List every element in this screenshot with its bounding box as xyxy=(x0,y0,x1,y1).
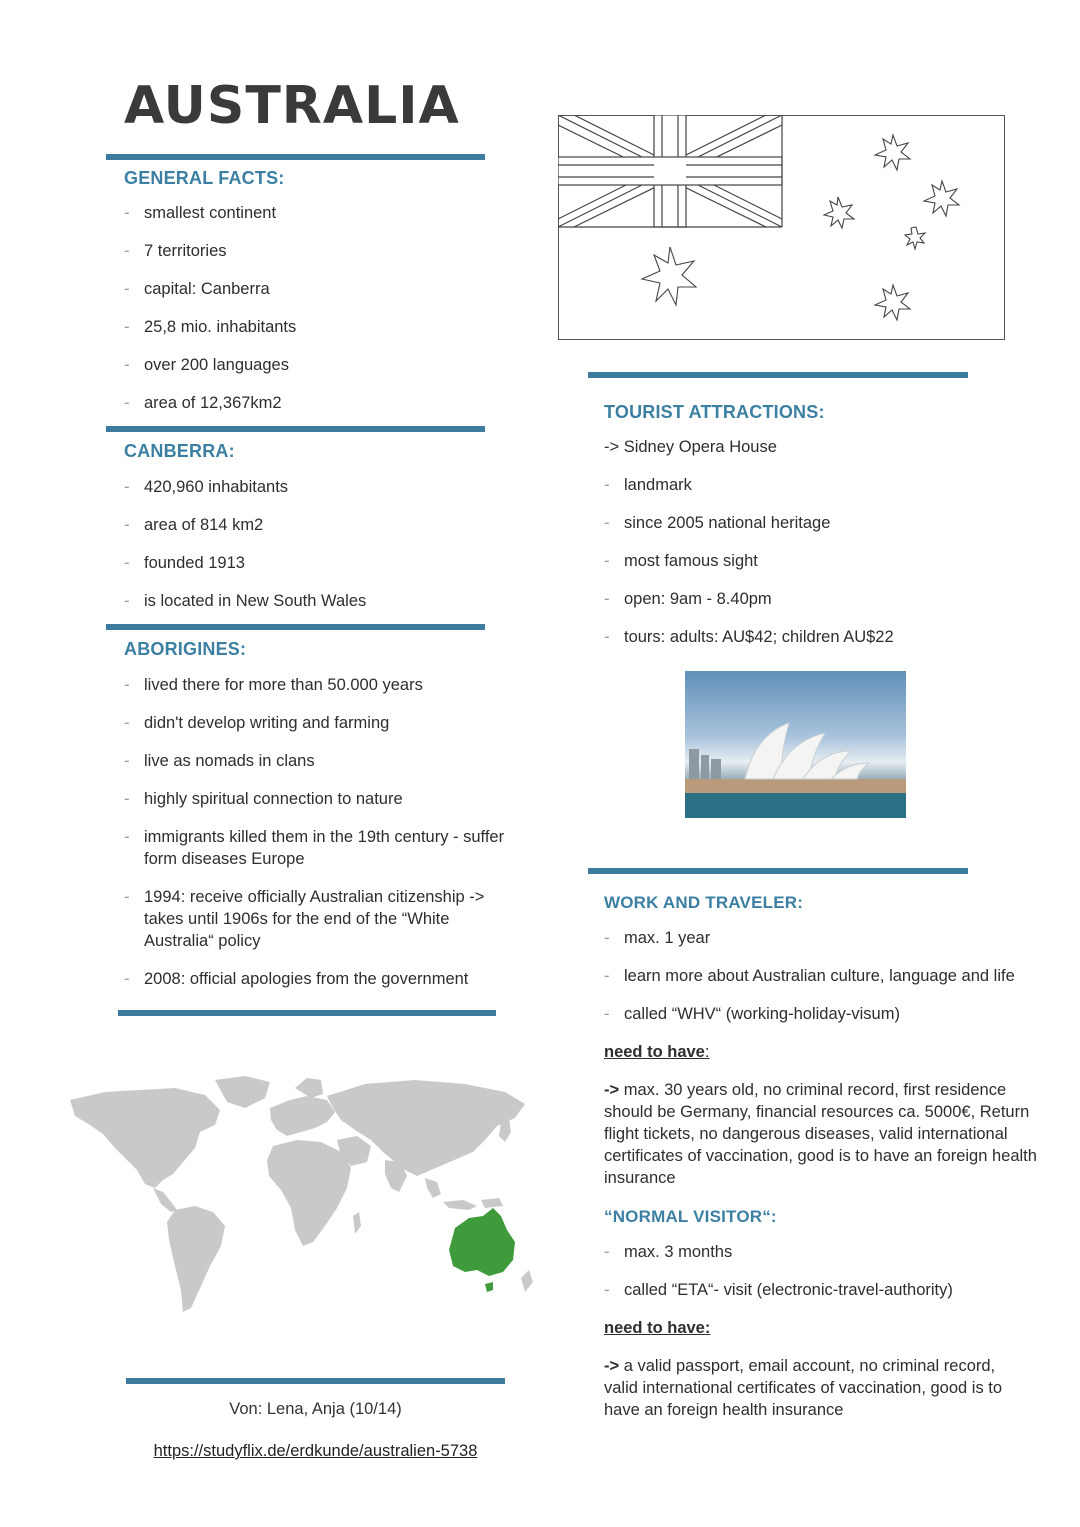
world-map-image xyxy=(45,1070,555,1330)
work-and-traveler-heading: WORK AND TRAVELER: xyxy=(604,893,804,912)
normal-visitor-heading: “NORMAL VISITOR“: xyxy=(604,1207,777,1226)
list-item: - over 200 languages xyxy=(124,354,504,376)
list-item: - area of 814 km2 xyxy=(124,514,504,536)
need-to-have-label: need to have: xyxy=(604,1043,710,1061)
canberra-list xyxy=(124,476,504,628)
section-divider xyxy=(118,1010,496,1016)
general-facts-list xyxy=(124,202,504,430)
list-item: - area of 12,367km2 xyxy=(124,392,504,414)
list-item: - 7 territories xyxy=(124,240,504,262)
list-item: - immigrants killed them in the 19th century - suffer form diseases Europe xyxy=(124,826,524,870)
section-divider xyxy=(588,868,968,874)
list-item: - lived there for more than 50.000 years xyxy=(124,674,544,696)
list-item: - tours: adults: AU$42; children AU$22 xyxy=(604,626,1044,648)
sydney-opera-house-photo xyxy=(685,671,906,818)
list-item: - max. 1 year xyxy=(604,927,1074,949)
list-item: - since 2005 national heritage xyxy=(604,512,1044,534)
list-item: - 1994: receive officially Australian citizenship -> takes until 1906s for the end of the “White Australia“ policy xyxy=(124,886,514,952)
author-credit: Von: Lena, Anja (10/14) xyxy=(229,1400,402,1418)
australian-flag-image xyxy=(558,115,1005,340)
list-item: - 25,8 mio. inhabitants xyxy=(124,316,504,338)
section-divider xyxy=(588,372,968,378)
list-item: - learn more about Australian culture, language and life xyxy=(604,965,1074,987)
list-item: - called “ETA“- visit (electronic-travel-authority) xyxy=(604,1279,1044,1301)
aborigines-list xyxy=(124,674,544,1006)
list-item: - didn't develop writing and farming xyxy=(124,712,544,734)
list-item: - capital: Canberra xyxy=(124,278,504,300)
opera-house-intro: -> Sidney Opera House xyxy=(604,438,777,456)
aborigines-heading: ABORIGINES: xyxy=(124,639,247,659)
tourist-attractions-heading: TOURIST ATTRACTIONS: xyxy=(604,402,825,422)
list-item: - highly spiritual connection to nature xyxy=(124,788,544,810)
source-link[interactable]: https://studyflix.de/erdkunde/australien-5738 xyxy=(153,1442,478,1460)
list-item: - 420,960 inhabitants xyxy=(124,476,504,498)
list-item: - founded 1913 xyxy=(124,552,504,574)
list-item: - is located in New South Wales xyxy=(124,590,504,612)
section-divider xyxy=(106,426,485,432)
list-item: - 2008: official apologies from the government xyxy=(124,968,544,990)
list-item: - smallest continent xyxy=(124,202,504,224)
list-item: - live as nomads in clans xyxy=(124,750,544,772)
list-item: - landmark xyxy=(604,474,1044,496)
normal-visitor-list xyxy=(604,1241,1044,1317)
page-title: AUSTRALIA xyxy=(124,76,460,136)
need-to-have-text: -> a valid passport, email account, no criminal record, valid international certificates of vaccination, good is to have an foreign health insurance xyxy=(604,1357,1003,1419)
list-item: - called “WHV“ (working-holiday-visum) xyxy=(604,1003,1074,1025)
work-and-traveler-list xyxy=(604,927,1074,1041)
section-divider xyxy=(126,1378,505,1384)
list-item: - max. 3 months xyxy=(604,1241,1044,1263)
need-to-have-label: need to have: xyxy=(604,1319,711,1337)
section-divider xyxy=(106,624,485,630)
list-item: - open: 9am - 8.40pm xyxy=(604,588,1044,610)
list-item: - most famous sight xyxy=(604,550,1044,572)
tourist-attractions-list xyxy=(604,474,1044,664)
canberra-heading: CANBERRA: xyxy=(124,441,235,461)
general-facts-heading: GENERAL FACTS: xyxy=(124,168,285,188)
section-divider xyxy=(106,154,485,160)
need-to-have-text: -> max. 30 years old, no criminal record, first residence should be Germany, financial resources ca. 5000€, Return flight tickets, no dangerous diseases, valid international certificates of vaccination, good is to have an foreign health insurance xyxy=(604,1081,1037,1187)
